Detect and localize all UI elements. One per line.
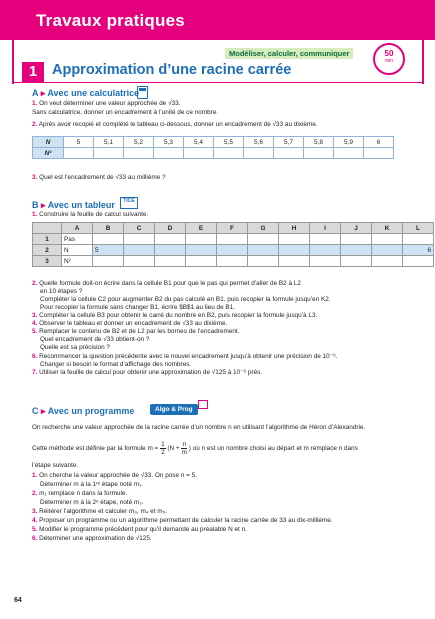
b-line-text: Compléter la cellule B3 pour obtenir le carré du nombre en B2, puis recopier la formule jusqu’à L3. [39,312,318,319]
b-line-num: 4. [32,320,38,327]
paren-close: ) [188,445,191,453]
page-number: 64 [14,597,22,604]
a-q1 [32,100,180,108]
table-cell-empty [124,245,155,256]
column-header: F [217,223,248,234]
c-intro: On recherche une valeur approchée de la racine carrée d’un nombre n en utilisant l’algorithme de Héron d’Alexandrie. [32,424,366,431]
table-cell: 5,6 [244,137,274,148]
b-line-text: Recommencer la question précédente avec le nouvel encadrement jusqu’à obtenir une précision de 10⁻⁶. [39,353,338,360]
table-cell: 5,7 [274,137,304,148]
table-cell-empty [217,256,248,267]
page-title: Travaux pratiques [36,11,185,30]
part-b-heading [32,200,115,211]
b-line [32,312,317,320]
activity-title: Approximation d’une racine carrée [52,62,292,78]
table-cell-empty [217,245,248,256]
b-line: Compléter la cellule C2 pour augmenter B2 du pas calculé en B1, puis recopier la formule jusqu’en K2. [40,296,331,303]
c-def-end: l’étape suivante. [32,462,79,469]
c-line [32,472,197,480]
timer-icon [373,43,405,75]
table-cell: 6 [364,137,394,148]
table-cell: 5,4 [184,137,214,148]
table-cell-empty [186,256,217,267]
table-cell-empty [94,148,124,159]
c-line-text: Déterminer une approximation de √125. [39,535,152,542]
table-cell-empty [334,148,364,159]
c-line-num: 1. [32,472,38,479]
table-row [33,234,434,245]
table-row [33,137,394,148]
a-q1-line2: Sans calculatrice, donner un encadrement à l’unité de ce nombre. [32,109,219,116]
c-line-num: 5. [32,526,38,533]
c-def-after: où n est un nombre choisi au départ et m remplace n dans [192,445,358,453]
column-header: L [403,223,434,234]
part-b-label: B [32,200,39,210]
table-cell-empty [155,245,186,256]
table-cell-empty [341,234,372,245]
part-a-label: A [32,88,39,98]
c-line-text: m₁ remplace n dans la formule. [39,490,128,497]
table-cell-empty [186,245,217,256]
part-c-label: C [32,406,39,416]
table-cell-empty [186,234,217,245]
part-c-heading [32,406,134,417]
part-a-title: Avec une calculatrice [47,88,140,98]
column-header: C [124,223,155,234]
table-cell-empty [310,245,341,256]
arrow-icon: ▸ [40,88,46,98]
b-line-num: 5. [32,328,38,335]
c-definition [32,441,358,456]
c-line: Déterminer m à la 2ᵉ étape, noté m₂. [40,499,144,506]
a-q1-line1: On veut déterminer une valeur approchée de √33. [39,100,181,107]
column-header: B [93,223,124,234]
a-q3-num: 3. [32,174,38,181]
part-c-title: Avec un programme [47,406,135,416]
b-line [32,320,227,328]
c-line [32,490,127,498]
table-cell: 5,9 [334,137,364,148]
b-line: Changer si besoin le format d’affichage des nombres. [40,361,192,368]
cell-b2: 5 [93,245,124,256]
table-cell: 5,2 [124,137,154,148]
part-a-heading [32,88,139,99]
b-line-text: Quelle formule doit-on écrire dans la cellule B1 pour que le pas qui permet d’aller de B2 à L2 [39,280,301,287]
frame-right [422,40,424,84]
table-cell-empty [155,234,186,245]
table-cell-empty [310,256,341,267]
c-def-before: Cette méthode est définie par la formule m = [32,445,159,453]
column-header: J [341,223,372,234]
a-q2-text: Après avoir recopié et complété le tableau ci-dessous, donner un encadrement de √33 au dixième. [38,121,318,128]
tice-icon: TICE [120,197,138,209]
column-header: G [248,223,279,234]
b-line [32,369,262,377]
fraction [181,441,187,456]
table-cell-empty [372,245,403,256]
part-b-title: Avec un tableur [47,200,115,210]
c-line [32,526,247,534]
b-q1-text: Construire la feuille de calcul suivante. [39,211,149,218]
row-header: 1 [33,234,62,245]
c-line-num: 3. [32,508,38,515]
column-header: E [186,223,217,234]
frac-num: n [182,441,187,448]
b-line-num: 6. [32,353,38,360]
table-cell-empty [310,234,341,245]
values-table [32,136,394,159]
c-line: Déterminer m à la 1ʳᵉ étape noté m₁. [40,481,144,488]
frac-den: m [181,449,187,456]
table-cell: 5,1 [94,137,124,148]
table-cell: 5,8 [304,137,334,148]
c-line-text: Proposer un programme ou un algorithme permettant de calculer la racine carrée de 33 au dix-millième. [39,517,333,524]
table-cell: 5 [64,137,94,148]
table-cell-empty [341,256,372,267]
c-line-text: On cherche la valeur approchée de √33. On pose n = 5. [39,472,197,479]
calculator-icon [137,86,148,99]
table-cell-empty [279,256,310,267]
table-cell-empty [217,234,248,245]
column-header: A [62,223,93,234]
table-row [33,148,394,159]
c-line [32,508,167,516]
paren-open: (N + [167,445,180,453]
table-cell-empty [364,148,394,159]
column-header: I [310,223,341,234]
table-row [33,256,434,267]
b-line-text: Remplacer le contenu de B2 et de L2 par les bornes de l’encadrement. [39,328,240,335]
activity-number: 1 [22,62,44,82]
table-cell-empty [372,234,403,245]
a-q2-num: 2. [32,121,38,128]
table-cell-empty [248,256,279,267]
table-cell-empty [214,148,244,159]
table-cell-empty [274,148,304,159]
table-cell-empty [248,234,279,245]
b-line: Pour recopier la formule sans changer B1, écrire $B$1 au lieu de B1. [40,304,236,311]
b-q1-num: 1. [32,211,38,218]
b-line [32,328,240,336]
b-line-num: 2. [32,280,38,287]
table-cell-empty [124,256,155,267]
table-cell-empty [372,256,403,267]
arrow-icon: ▸ [41,200,46,210]
table-cell-empty [403,256,434,267]
c-line-num: 2. [32,490,38,497]
b-line-text: Utiliser la feuille de calcul pour obtenir une approximation de √125 à 10⁻⁶ près. [39,369,263,376]
table-cell-empty [304,148,334,159]
table-cell-empty [155,256,186,267]
cell-l2: 6 [403,245,434,256]
b-line-num: 3. [32,312,38,319]
table-row [33,245,434,256]
cell-a1: Pas [62,234,93,245]
table-cell-empty [248,245,279,256]
column-header: K [372,223,403,234]
table-cell-empty [154,148,184,159]
cell-a3: N² [62,256,93,267]
b-line-num: 7. [32,369,38,376]
column-header: D [155,223,186,234]
c-line [32,517,333,525]
table-cell: 5,5 [214,137,244,148]
column-header-row [33,223,434,234]
row-label-n2: N² [33,148,64,159]
a-q1-num: 1. [32,100,38,107]
table-cell: 5,3 [154,137,184,148]
b-line: Quelle est sa précision ? [40,344,110,351]
table-cell-empty [124,148,154,159]
a-q2 [32,121,318,129]
frac-den: 2 [161,449,165,456]
fraction [160,441,166,456]
algo-prog-badge: Algo & Prog [150,404,198,415]
table-cell-empty [279,234,310,245]
b-line [32,353,338,361]
c-line [32,535,152,543]
spreadsheet-table [32,222,434,267]
column-header: H [279,223,310,234]
header-banner [0,0,435,40]
c-line-num: 4. [32,517,38,524]
duration-unit: min [384,58,394,64]
table-cell-empty [341,245,372,256]
table-cell-empty [184,148,214,159]
table-cell-empty [124,234,155,245]
arrow-icon: ▸ [41,406,46,416]
corner-cell [33,223,62,234]
table-cell-empty [244,148,274,159]
c-line-num: 6. [32,535,38,542]
frame-left [12,40,14,84]
a-q3-text: Quel est l’encadrement de √33 au millième ? [39,174,166,181]
cell-a2: N [62,245,93,256]
duration-value: 50 [384,49,394,58]
b-line: Quel encadrement de √33 obtient-on ? [40,336,150,343]
table-cell-empty [403,234,434,245]
table-cell-empty [64,148,94,159]
b-q1 [32,211,148,219]
frac-num: 1 [161,441,165,448]
b-line: en 10 étapes ? [40,288,83,295]
row-header: 3 [33,256,62,267]
skills-tag: Modéliser, calculer, communiquer [225,48,353,59]
row-label-n: N [33,137,64,148]
table-cell-empty [93,234,124,245]
b-line [32,280,301,288]
table-cell-empty [93,256,124,267]
c-line-text: Modifier le programme précédent pour qu’il demande au préalable N et n. [39,526,247,533]
table-cell-empty [279,245,310,256]
frame-bottom [12,82,424,83]
b-line-text: Observer le tableau et donner un encadrement de √33 au dixième. [39,320,228,327]
a-q3 [32,174,166,182]
c-line-text: Réitérer l’algorithme et calculer m₃, m₄ et m₅. [39,508,167,515]
row-header: 2 [33,245,62,256]
